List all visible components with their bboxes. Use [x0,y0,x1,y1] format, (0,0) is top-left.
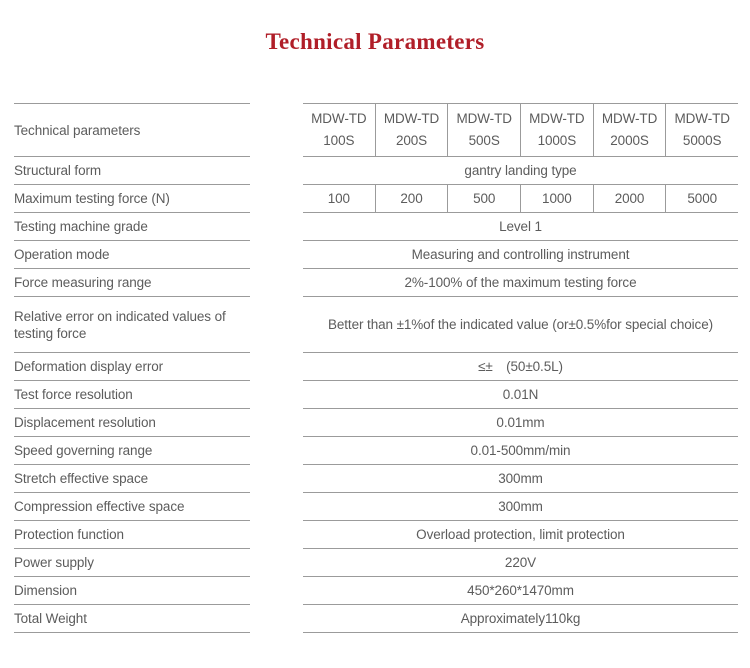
column-gap [250,465,303,493]
column-gap [250,493,303,521]
row-label: Power supply [14,549,250,577]
row-values [303,605,738,633]
row-label: Displacement resolution [14,409,250,437]
table-row [14,353,738,381]
row-values [303,437,738,465]
table-row [14,409,738,437]
column-gap [250,103,303,157]
row-values [303,521,738,549]
row-label: Total Weight [14,605,250,633]
row-value: 0.01mm [496,415,545,430]
value-cell: 1000 [520,185,593,212]
row-label: Maximum testing force (N) [14,185,250,213]
row-label: Compression effective space [14,493,250,521]
model-series: MDW-TD [456,111,512,126]
model-header-cells [303,103,738,157]
row-values [303,297,738,353]
table-row [14,185,738,213]
row-value: 300mm [498,499,543,514]
row-value: Measuring and controlling instrument [411,247,630,262]
row-value: Better than ±1%of the indicated value (or±0.5%for special choice) [327,317,714,332]
model-code: 2000S [610,133,649,148]
column-gap [250,605,303,633]
row-value: 300mm [498,471,543,486]
row-label: Stretch effective space [14,465,250,493]
row-label: Test force resolution [14,381,250,409]
header-row [14,103,738,157]
value-cell: 100 [327,190,350,206]
row-values [303,577,738,605]
value-cell: 500 [447,185,520,212]
row-value: 450*260*1470mm [467,583,574,598]
table-row [14,521,738,549]
column-gap [250,353,303,381]
column-gap [250,381,303,409]
row-value: 220V [504,555,537,570]
table-row [14,549,738,577]
model-series: MDW-TD [529,111,585,126]
value-cell: 2000 [593,185,666,212]
column-gap [250,549,303,577]
row-value: 0.01-500mm/min [470,443,571,458]
column-gap [250,241,303,269]
model-series: MDW-TD [601,111,658,126]
model-code: 5000S [682,133,722,148]
params-table [14,103,738,633]
table-body [14,157,738,633]
model-header-cell [375,104,448,156]
row-value: ≤± (50±0.5L) [478,359,563,374]
table-row [14,297,738,353]
value-cell: 5000 [665,185,738,212]
page-title: Technical Parameters [265,29,485,54]
row-values [303,493,738,521]
column-gap [250,577,303,605]
row-label: Testing machine grade [14,213,250,241]
column-gap [250,157,303,185]
row-values [303,241,738,269]
row-values [303,465,738,493]
model-code: 1000S [537,133,577,148]
row-value: 0.01N [502,387,539,402]
row-label: Operation mode [14,241,250,269]
model-header-cell [520,104,593,156]
column-gap [250,521,303,549]
row-values [303,409,738,437]
model-header-cell [593,104,666,156]
model-header-cell [303,104,375,156]
row-values [303,549,738,577]
table-row [14,577,738,605]
table-row [14,269,738,297]
table-row [14,381,738,409]
row-value: 2%-100% of the maximum testing force [404,275,637,290]
row-label: Relative error on indicated values of testing force [14,297,250,353]
table-row [14,213,738,241]
column-gap [250,185,303,213]
column-gap [250,409,303,437]
table-row [14,493,738,521]
row-label: Protection function [14,521,250,549]
row-label: Dimension [14,577,250,605]
table-row [14,465,738,493]
row-label: Structural form [14,157,250,185]
row-values [303,185,738,213]
model-series: MDW-TD [311,111,367,126]
row-label: Speed governing range [14,437,250,465]
header-label: Technical parameters [14,103,250,157]
column-gap [250,269,303,297]
column-gap [250,297,303,353]
row-label: Deformation display error [14,353,250,381]
column-gap [250,437,303,465]
table-row [14,157,738,185]
model-code: 200S [395,133,428,148]
row-value: Overload protection, limit protection [416,527,625,542]
column-gap [250,213,303,241]
row-value: Approximately110kg [460,611,581,626]
row-values [303,213,738,241]
row-values [303,353,738,381]
table-row [14,437,738,465]
model-header-cell [447,104,520,156]
model-code: 500S [468,133,500,148]
model-series: MDW-TD [383,111,440,126]
model-header-cell [665,104,738,156]
row-values [303,269,738,297]
row-value: gantry landing type [464,163,577,178]
row-label: Force measuring range [14,269,250,297]
model-code: 100S [323,133,355,148]
table-row [14,605,738,633]
value-cell: 200 [375,185,448,212]
row-values [303,157,738,185]
table-row [14,241,738,269]
row-value: Level 1 [499,219,542,234]
model-series: MDW-TD [674,111,730,126]
row-values [303,381,738,409]
